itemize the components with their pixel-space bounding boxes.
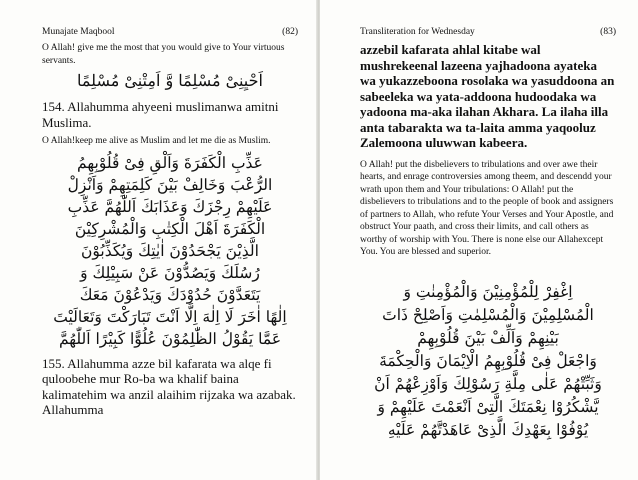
arabic-line: یَتَعَدَّوْنَ حُدُوْدَكَ وَیَدْعُوْنَ مَعَكَ xyxy=(79,285,261,304)
arabic-line: اِغْفِرْ لِلْمُؤْمِنِیْنَ وَالْمُؤْمِنٰتِ وَ xyxy=(403,282,573,301)
arabic-line: یَّشْكُرُوْا نِعْمَتَكَ الَّتِیْ اَنْعَمْتَ عَلَیْهِمْ وَ xyxy=(377,397,599,416)
arabic-line: وَثَبِّتْهُمْ عَلٰی مِلَّةِ رَسُوْلِكَ وَاَوْزِعْهُمْ اَنْ xyxy=(374,374,602,393)
intro-text: O Allah! give me the most that you would give to Your virtuous servants. xyxy=(42,43,285,66)
arabic-line: عَذِّبِ الْكَفَرَةَ وَاَلْقِ فِیْ قُلُوْبِهِمُ xyxy=(77,153,263,172)
running-title: Munajate Maqbool xyxy=(42,27,115,37)
page-number: (83) xyxy=(600,27,616,37)
right-page xyxy=(320,0,638,480)
arabic-line: الَّذِیْنَ یَجْحَدُوْنَ اٰیٰتِكَ وَیُكَذِّبُوْنَ xyxy=(81,241,259,260)
arabic-line: اِلٰهًا اٰخَرَ لَا اِلٰهَ اِلَّا اَنْتَ تَبَارَكْتَ وَتَعَالَیْتَ xyxy=(53,307,287,326)
arabic-line: الْمُسْلِمِیْنَ وَالْمُسْلِمٰتِ وَاَصْلِحْ ذَاتَ xyxy=(382,305,594,324)
left-page xyxy=(0,0,318,480)
arabic-line: عَلَیْهِمْ رِجْزَكَ وَعَذَابَكَ اَللّٰهُمَّ عَذِّبِ xyxy=(67,197,273,216)
arabic-line: عَمَّا یَقُوْلُ الظّٰلِمُوْنَ عُلُوًّا كَبِیْرًا اَللّٰهُمَّ xyxy=(58,329,282,348)
arabic-line: وَاجْعَلْ فِیْ قُلُوْبِهِمُ الْاِیْمَانَ وَالْحِكْمَةَ xyxy=(379,351,597,370)
item-154-translation: O Allah!keep me alive as Muslim and let me die as Muslim. xyxy=(42,136,271,146)
arabic-block xyxy=(42,152,298,350)
transliteration-text: azzebil kafarata ahlal kitabe wal mushrekeenal lazeena yajhadoona ayateka wa yukazzeboona rosolaka wa yasuddoona an sabeeleka wa yata-addoona hudoodaka wa yadoona ma-aka ilahan Akhara. La ilaha illa anta tabarakta wa ta-laita amma yaqooluz Zalemoona uluwwan kabeera. xyxy=(360,42,615,150)
arabic-block xyxy=(360,281,616,442)
page-header xyxy=(360,26,616,38)
item-155-transliteration: 155. Allahumma azze bil kafarata wa alqe fi quloobehe mur Ro-ba wa khalif baina kalimatehim wa anzil alaihim rijzaka wa azabak. Allahumma xyxy=(42,355,296,417)
arabic-heading: اَحْيِنِیْ مُسْلِمًا وَّ اَمِتْنِیْ مُسْلِمًا xyxy=(77,71,263,90)
arabic-line: یُوْفُوْا بِعَهْدِكَ الَّذِیْ عَاهَدْتَّهُمْ عَلَیْهِ xyxy=(387,420,589,439)
page-number: (82) xyxy=(282,27,298,37)
translation-text: O Allah! put the disbelievers to tribulations and over awe their hearts, and enrage controversies among theem, and descendd your wrath upon them and Your tribulations: O Allah! put the disbelievers to tribulations and to the people of book and assigners of partners to Allah, who refute Your Verses and Your Apostle, and obstruct Your paath, and cross their limits, and call others as worthy of worship with You. There is none else our Allahexcept You. You are blessed and superior. xyxy=(360,159,614,257)
arabic-line: الْكَفَرَةَ اَهْلَ الْكِتٰبِ وَالْمُشْرِكِیْنَ xyxy=(74,219,266,238)
item-154-transliteration: 154. Allahumma ahyeeni muslimanwa amitni Muslima. xyxy=(42,99,279,130)
arabic-line: بَیْنِهِمْ وَاَلِّفْ بَیْنَ قُلُوْبِهِمْ xyxy=(417,328,559,347)
running-title: Transliteration for Wednesday xyxy=(360,27,475,37)
arabic-line: الرُّعْبَ وَخَالِفْ بَیْنَ كَلِمَتِهِمْ وَاَنْزِلْ xyxy=(67,175,273,194)
page-header xyxy=(42,26,298,38)
arabic-line: رُسُلَكَ وَیَصُدُّوْنَ عَنْ سَبِیْلِكَ وَ xyxy=(80,263,260,282)
